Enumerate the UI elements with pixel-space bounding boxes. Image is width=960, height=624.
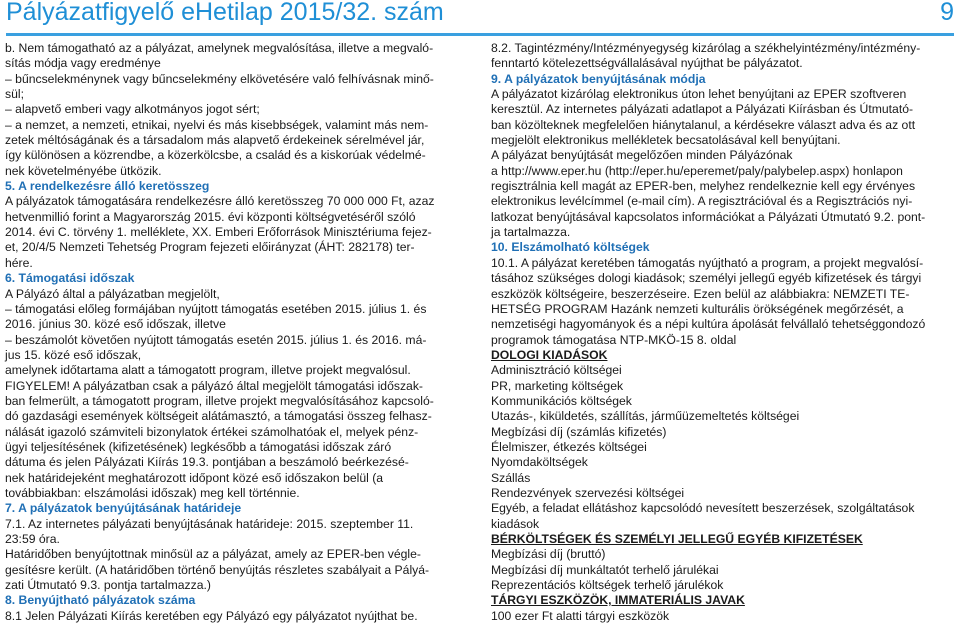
left-text-line: A pályázatok támogatására rendelkezésre álló keretösszeg 70 000 000 Ft, azaz xyxy=(5,194,435,209)
left-text-line: dó gazdasági események költségeit alátámasztó, a támogatási összeg felhasz- xyxy=(5,409,432,424)
right-text-line: kiadások xyxy=(491,516,540,531)
right-text-line: Megbízási díj (bruttó) xyxy=(491,547,606,562)
left-text-line: A Pályázó által a pályázatban megjelölt, xyxy=(5,286,220,301)
left-text-line: 2014. évi C. törvény 1. melléklete, XX. Emberi Erőforrások Minisztériuma fejez- xyxy=(5,225,432,240)
right-column xyxy=(491,41,955,624)
right-text-line: keresztül. Az internetes pályázati adatlapot a Pályázati Kiírásban és Útmutató- xyxy=(491,102,914,117)
right-text-line: eszközök költségeire, beszerzéseire. Ezen belül az alábbiakra: NEMZETI TE- xyxy=(491,286,910,301)
left-text-line: hére. xyxy=(5,255,33,270)
right-text-line: Megbízási díj (számlás kifizetés) xyxy=(491,424,667,439)
left-text-line: nálását igazoló számviteli bizonylatok értékei számolhatóak el, melyek pénz- xyxy=(5,424,419,439)
right-text-line: Megbízási díj munkáltatót terhelő járulékai xyxy=(491,562,719,577)
left-text-line: dátuma és jelen Pályázati Kiírás 19.3. pontjában a beszámoló beérkezésé- xyxy=(5,455,409,470)
left-text-line: FIGYELEM! A pályázatban csak a pályázó által megjelölt támogatási időszak- xyxy=(5,378,423,393)
right-text-line: elektronikus levélcímmel (e-mail cím). A regisztrációval és a Regisztrációs nyi- xyxy=(491,194,913,209)
left-text-line: amelynek időtartama alatt a támogatott program, illetve projekt megvalósul. xyxy=(5,363,411,378)
left-text-line: sítás módja vagy eredménye xyxy=(5,56,161,71)
right-text-line: Utazás-, kiküldetés, szállítás, járműüzemeltetés költségei xyxy=(491,409,800,424)
left-text-line: 8. Benyújtható pályázatok száma xyxy=(5,593,196,608)
left-text-line: Határidőben benyújtottnak minősül az a pályázat, amely az EPER-ben végle- xyxy=(5,547,421,562)
left-text-line: így különösen a közrendbe, a közerkölcsbe, a család és a kiskorúak védelmé- xyxy=(5,148,426,163)
right-text-line: ban közölteknek megfelelően hiánytalanul, a kérdésekre választ adva és az ott xyxy=(491,117,916,132)
right-text-line: A pályázat benyújtását megelőzően minden Pályázónak xyxy=(491,148,793,163)
left-text-line: – támogatási előleg formájában nyújtott támogatás esetében 2015. július 1. és xyxy=(5,301,427,316)
left-text-line: b. Nem támogatható az a pályázat, amelynek megvalósítása, illetve a megvaló- xyxy=(5,41,434,55)
page-title: Pályázatfigyelő eHetilap 2015/32. szám xyxy=(6,0,444,26)
right-text-line: ja tartalmazza. xyxy=(491,225,571,240)
right-text-line: 10.1. A pályázat keretében támogatás nyújtható a program, a projekt megvalósí- xyxy=(491,255,924,270)
left-text-line: 5. A rendelkezésre álló keretösszeg xyxy=(5,179,210,194)
right-text-line: latkozat benyújtásával kapcsolatos információkat a Pályázati Útmutató 9.2. pont- xyxy=(491,209,926,224)
left-text-line: zati Útmutató 9.3. pontja tartalmazza.) xyxy=(5,578,211,593)
right-text-line: Egyéb, a feladat ellátáshoz kapcsolódó nevesített beszerzések, szolgáltatások xyxy=(491,501,915,516)
left-text-line: jus 15. közé eső időszak, xyxy=(5,347,142,362)
right-text-line: 100 ezer Ft alatti tárgyi eszközök xyxy=(491,608,670,623)
left-text-line: hetvenmillió forint a Magyarország 2015. évi központi költségvetéséről szóló xyxy=(5,209,416,224)
right-text-line: PR, marketing költségek xyxy=(491,378,624,393)
left-text-line: 7.1. Az internetes pályázati benyújtásának határideje: 2015. szeptember 11. xyxy=(5,516,414,531)
right-text-line: Rendezvények szervezési költségei xyxy=(491,485,685,500)
right-text-line: fenntartó kötelezettségvállalásával nyújthat be pályázatot. xyxy=(491,56,803,71)
left-text-line: – bűncselekménynek vagy bűncselekmény elkövetésére való felhívásnak minő- xyxy=(5,71,434,86)
left-text-line: et, 20/4/5 Nemzeti Tehetség Program fejezeti előirányzat (ÁHT: 282178) ter- xyxy=(5,240,415,255)
right-text-line: tásához szükséges dologi kiadások; személyi jellegű egyéb kifizetések és tárgyi xyxy=(491,271,922,286)
left-text-line: – a nemzet, a nemzeti, etnikai, nyelvi és más kisebbségek, valamint más nem- xyxy=(5,117,429,132)
right-text-line: TÁRGYI ESZKÖZÖK, IMMATERIÁLIS JAVAK xyxy=(491,593,745,608)
right-text-line: 10. Elszámolható költségek xyxy=(491,240,650,255)
right-text-line: regisztrálnia kell magát az EPER-ben, melyhez rendelkeznie kell egy érvényes xyxy=(491,179,916,194)
left-column xyxy=(5,41,470,624)
right-text-line: BÉRKÖLTSÉGEK ÉS SZEMÉLYI JELLEGŰ EGYÉB KIFIZETÉSEK xyxy=(491,532,863,546)
header-divider xyxy=(6,33,954,36)
left-text-line: 8.1 Jelen Pályázati Kiírás keretében egy Pályázó egy pályázatot nyújthat be. xyxy=(5,608,418,623)
right-text-line: Szállás xyxy=(491,470,531,485)
right-text-line: megjelölt elektronikus mellékletek becsatolásával kell benyújtani. xyxy=(491,133,841,148)
right-text-line: Adminisztráció költségei xyxy=(491,363,622,378)
left-text-line: zetek méltóságának és a társadalom más alapvető érdekeinek sérelmével jár, xyxy=(5,133,425,148)
left-text-line: 23:59 óra. xyxy=(5,532,60,546)
right-text-line: Kommunikációs költségek xyxy=(491,393,632,408)
right-text-line: A pályázatot kizárólag elektronikus úton lehet benyújtani az EPER szoftveren xyxy=(491,87,907,102)
right-text-line: DOLOGI KIADÁSOK xyxy=(491,347,608,362)
left-text-line: – beszámolót követően nyújtott támogatás esetén 2015. július 1. és 2016. má- xyxy=(5,332,427,347)
right-text-line: a http://www.eper.hu (http://eper.hu/eperemet/paly/palybelep.aspx) honlapon xyxy=(491,163,903,178)
right-text-line: programok támogatása NTP-MKÖ-15 8. oldal xyxy=(491,332,737,347)
left-text-line: ügyi teljesítésének (kifizetésének) legkésőbb a támogatási időszak záró xyxy=(5,439,392,454)
right-text-line: Nyomdaköltségek xyxy=(491,455,588,470)
right-text-line: 8.2. Tagintézmény/Intézményegység kizárólag a székhelyintézmény/intézmény- xyxy=(491,41,921,55)
page-number: 9 xyxy=(940,0,954,26)
right-text-line: Reprezentációs költségek terhelő járulékok xyxy=(491,578,724,593)
left-text-line: nek határidejeként meghatározott időpont közé eső időszakon belül (a xyxy=(5,470,384,485)
right-text-line: Élelmiszer, étkezés költségei xyxy=(491,439,647,454)
left-text-line: 2016. június 30. közé eső időszak, illetve xyxy=(5,317,226,332)
left-text-line: – alapvető emberi vagy alkotmányos jogot sért; xyxy=(5,102,260,117)
right-text-line: HETSÉG PROGRAM Hazánk nemzeti kulturális örökségének megőrzését, a xyxy=(491,301,904,316)
left-text-line: sül; xyxy=(5,87,24,102)
left-text-line: 7. A pályázatok benyújtásának határideje xyxy=(5,501,242,516)
left-text-line: ban felmerült, a támogatott program, illetve projekt megvalósításához kapcsoló- xyxy=(5,393,434,408)
page-header xyxy=(6,0,954,30)
left-text-line: továbbiakban: elszámolási időszak) meg kell történnie. xyxy=(5,485,300,500)
left-text-line: nek követelményébe ütközik. xyxy=(5,163,162,178)
right-text-line: nemzetiségi hagyományok és a népi kultúra ápolását felvállaló tehetséggondozó xyxy=(491,317,926,332)
left-text-line: gesítésre került. (A határidőben történő benyújtás részletes szabályait a Pályá- xyxy=(5,562,430,577)
left-text-line: 6. Támogatási időszak xyxy=(5,271,135,286)
right-text-line: 9. A pályázatok benyújtásának módja xyxy=(491,71,706,86)
